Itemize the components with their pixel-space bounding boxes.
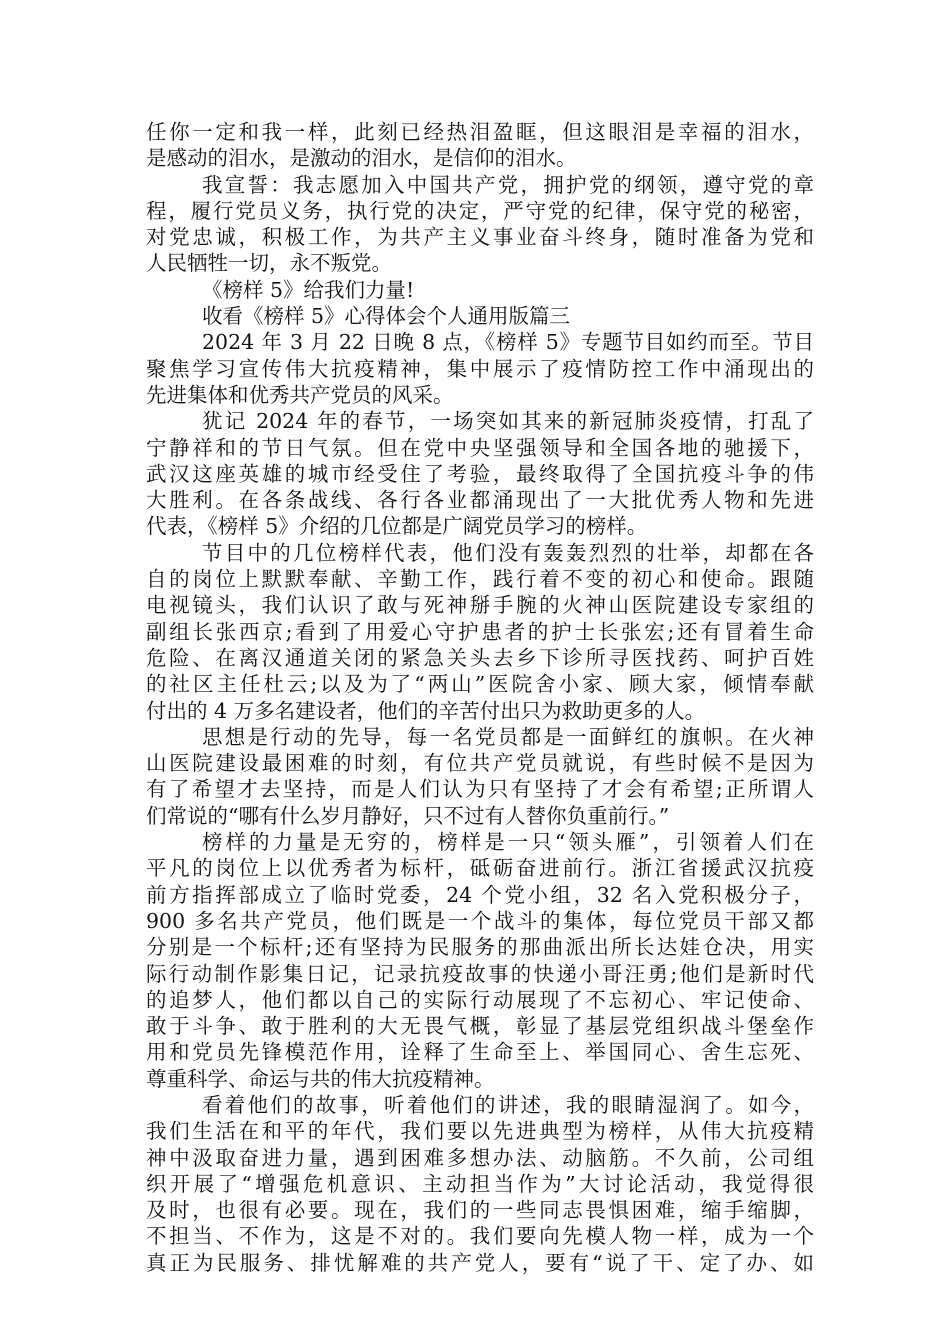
text-line: 织开展了“增强危机意识、主动担当作为”大讨论活动，我觉得很 <box>146 1171 814 1196</box>
text-line: 真正为民服务、排忧解难的共产党人，要有“说了干、定了办、如 <box>146 1250 814 1275</box>
text-line: 程，履行党员义务，执行党的决定，严守党的纪律，保守党的秘密， <box>146 198 814 223</box>
text-line: 是感动的泪水，是激动的泪水，是信仰的泪水。 <box>146 146 577 171</box>
text-line: 节目中的几位榜样代表，他们没有轰轰烈烈的壮举，却都在各 <box>202 540 814 565</box>
text-line: 敢于斗争、敢于胜利的大无畏气概，彰显了基层党组织战斗堡垒作 <box>146 1014 814 1039</box>
text-line: 的追梦人，他们都以自己的实际行动展现了不忘初心、牢记使命、 <box>146 987 814 1012</box>
text-line: 分别是一个标杆;还有坚持为民服务的那曲派出所长达娃仓决，用实 <box>146 935 814 960</box>
text-line: 代表，《榜样 5》介绍的几位都是广阔党员学习的榜样。 <box>146 514 648 539</box>
text-line: 犹记 2024 年的春节，一场突如其来的新冠肺炎疫情，打乱了 <box>202 409 814 434</box>
text-line: 有了希望才去坚持，而是人们认为只有坚持了才会有希望;正所谓人 <box>146 777 814 802</box>
text-line: 及时，也很有必要。现在，我们的一些同志畏惧困难，缩手缩脚， <box>146 1198 814 1223</box>
text-line: 们常说的“哪有什么岁月静好，只不过有人替你负重前行。” <box>146 803 670 828</box>
text-line: 看着他们的故事，听着他们的讲述，我的眼睛湿润了。如今， <box>202 1092 814 1117</box>
text-line: 电视镜头，我们认识了敢与死神掰手腕的火神山医院建设专家组的 <box>146 593 814 618</box>
text-line: 思想是行动的先导，每一名党员都是一面鲜红的旗帜。在火神 <box>202 724 814 749</box>
text-line: 的社区主任杜云;以及为了“两山”医院舍小家、顾大家，倾情奉献 <box>146 672 814 697</box>
text-line: 先进集体和优秀共产党员的风采。 <box>146 382 454 407</box>
text-line: 任你一定和我一样，此刻已经热泪盈眶，但这眼泪是幸福的泪水， <box>146 120 814 144</box>
text-line: 收看《榜样 5》心得体会个人通用版篇三 <box>202 304 571 329</box>
text-line: 900 多名共产党员，他们既是一个战斗的集体，每位党员干部又都 <box>146 908 814 933</box>
text-line: 不担当、不作为，这是不对的。我们要向先模人物一样，成为一个 <box>146 1224 814 1249</box>
text-line: 我们生活在和平的年代，我们要以先进典型为榜样，从伟大抗疫精 <box>146 1119 814 1144</box>
text-line: 2024 年 3 月 22 日晚 8 点，《榜样 5》专题节目如约而至。节目 <box>202 330 814 355</box>
text-line: 聚焦学习宣传伟大抗疫精神，集中展示了疫情防控工作中涌现出的 <box>146 356 814 381</box>
text-line: 武汉这座英雄的城市经受住了考验，最终取得了全国抗疫斗争的伟 <box>146 461 814 486</box>
text-line: 用和党员先锋模范作用，诠释了生命至上、举国同心、舍生忘死、 <box>146 1040 814 1065</box>
text-line: 神中汲取奋进力量，遇到困难多想办法、动脑筋。不久前，公司组 <box>146 1145 814 1170</box>
text-line: 际行动制作影集日记，记录抗疫故事的快递小哥汪勇;他们是新时代 <box>146 961 814 986</box>
text-line: 危险、在离汉通道关闭的紧急关头去乡下诊所寻医找药、呵护百姓 <box>146 645 814 670</box>
text-line: 宁静祥和的节日气氛。但在党中央坚强领导和全国各地的驰援下， <box>146 435 814 460</box>
document-body <box>146 119 814 1276</box>
text-line: 副组长张西京;看到了用爱心守护患者的护士长张宏;还有冒着生命 <box>146 619 814 644</box>
text-line: 自的岗位上默默奉献、辛勤工作，践行着不变的初心和使命。跟随 <box>146 567 814 592</box>
text-line: 付出的 4 万多名建设者，他们的辛苦付出只为救助更多的人。 <box>146 698 706 723</box>
text-line: 前方指挥部成立了临时党委，24 个党小组，32 名入党积极分子， <box>146 882 814 907</box>
text-line: 平凡的岗位上以优秀者为标杆，砥砺奋进前行。浙江省援武汉抗疫 <box>146 856 814 881</box>
text-line: 《榜样 5》给我们力量! <box>202 277 415 302</box>
text-line: 人民牺牲一切，永不叛党。 <box>146 251 392 276</box>
text-line: 尊重科学、命运与共的伟大抗疫精神。 <box>146 1066 495 1091</box>
text-line: 山医院建设最困难的时刻，有位共产党员就说，有些时候不是因为 <box>146 751 814 776</box>
text-line: 榜样的力量是无穷的，榜样是一只“领头雁”，引领着人们在 <box>202 830 814 855</box>
text-line: 大胜利。在各条战线、各行各业都涌现出了一大批优秀人物和先进 <box>146 488 814 513</box>
text-line: 对党忠诚，积极工作，为共产主义事业奋斗终身，随时准备为党和 <box>146 225 814 250</box>
text-line: 我宣誓：我志愿加入中国共产党，拥护党的纲领，遵守党的章 <box>202 172 814 197</box>
